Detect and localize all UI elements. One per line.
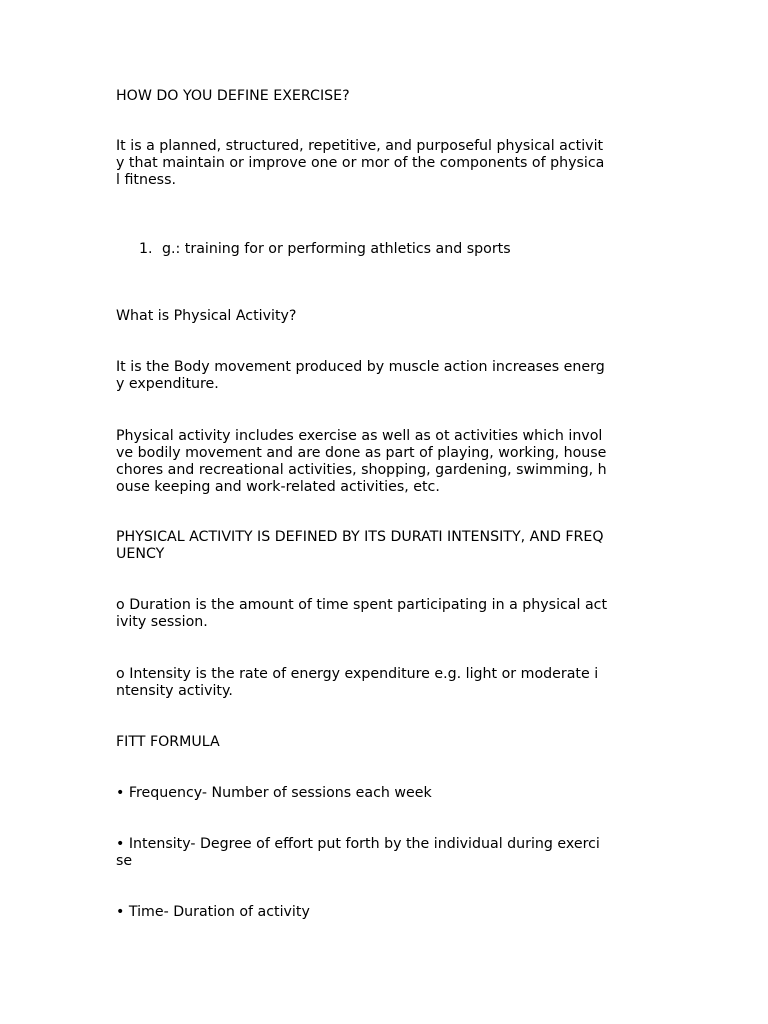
heading-physical-activity: What is Physical Activity? (116, 308, 297, 324)
list-item-text: g.: training for or performing athletics and sports (162, 241, 511, 257)
physical-activity-includes: Physical activity includes exercise as well as ot activities which invol ve bodily movement and are done as part of playing, working, house chores and recreational activities, shopping, gardening, swimming, h ouse keeping and work-related activities, etc. (116, 428, 607, 495)
fitt-intensity: • Intensity- Degree of effort put forth by the individual during exerci se (116, 836, 600, 869)
heading-fitt-formula: FITT FORMULA (116, 734, 220, 750)
duration-paragraph: o Duration is the amount of time spent participating in a physical act ivity session. (116, 597, 608, 630)
heading-defined-by: PHYSICAL ACTIVITY IS DEFINED BY ITS DURATI INTENSITY, AND FREQ UENCY (116, 529, 604, 562)
list-item-number: 1. (139, 241, 153, 257)
fitt-time: • Time- Duration of activity (116, 904, 310, 920)
intensity-paragraph: o Intensity is the rate of energy expenditure e.g. light or moderate i ntensity activity. (116, 666, 599, 699)
exercise-definition: It is a planned, structured, repetitive, and purposeful physical activit y that maintain or improve one or mor of the components of physica l fitness. (116, 138, 605, 188)
physical-activity-definition: It is the Body movement produced by muscle action increases energ y expenditure. (116, 359, 605, 392)
fitt-frequency: • Frequency- Number of sessions each week (116, 785, 432, 801)
heading-exercise: HOW DO YOU DEFINE EXERCISE? (116, 88, 350, 104)
